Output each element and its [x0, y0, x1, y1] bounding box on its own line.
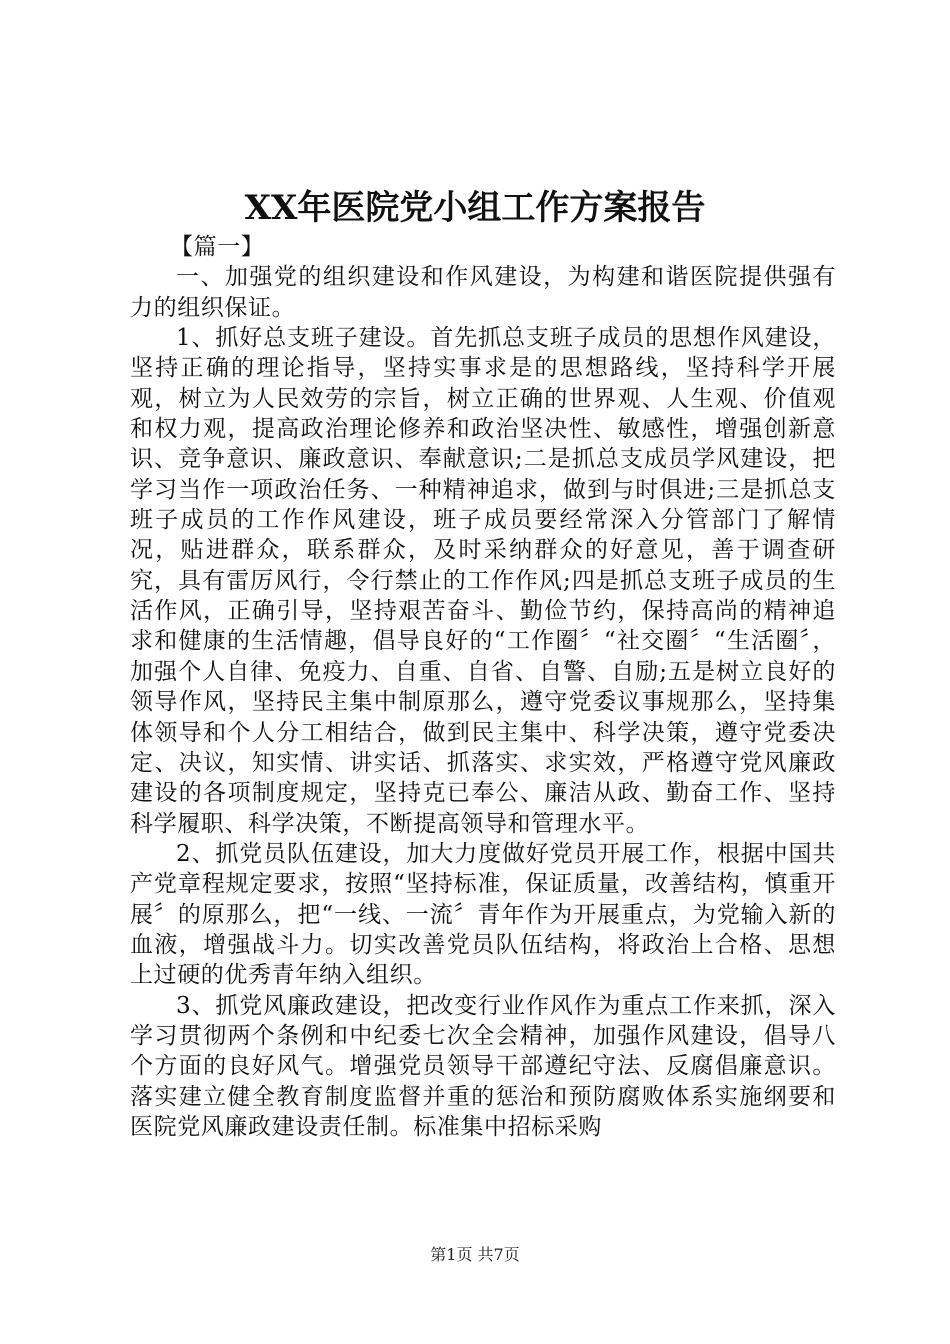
paragraph-1: 一、加强党的组织建设和作风建设，为构建和谐医院提供强有力的组织保证。: [130, 264, 836, 321]
paragraph-3: 2、抓党员队伍建设，加大力度做好党员开展工作，根据中国共产党章程规定要求，按照“坚持标准，保证质量，改善结构，慎重开展〞的原那么，把“一线、一流〞青年作为开展重点，为党输入新的血液，增强战斗力。切实改善党员队伍结构，将政治上合格、思想上过硬的优秀青年纳入组织。: [130, 840, 836, 989]
document-title: XX年医院党小组工作方案报告: [244, 188, 706, 228]
page-footer: 第1页 共7页: [430, 1245, 520, 1264]
paragraph-2: 1、抓好总支班子建设。首先抓总支班子成员的思想作风建设，坚持正确的理论指导，坚持实事求是的思想路线，坚持科学开展观，树立为人民效劳的宗旨，树立正确的世界观、人生观、价值观和权力观，提高政治理论修养和政治坚决性、敏感性，增强创新意识、竞争意识、廉政意识、奉献意识;二是抓总支成员学风建设，把学习当作一项政治任务、一种精神追求，做到与时俱进;三是抓总支班子成员的工作作风建设，班子成员要经常深入分管部门了解情况，贴进群众，联系群众，及时采纳群众的好意见，善于调查研究，具有雷厉风行，令行禁止的工作作风;四是抓总支班子成员的生活作风，正确引导，坚持艰苦奋斗、勤俭节约，保持高尚的精神追求和健康的生活情趣，倡导良好的“工作圈〞“社交圈〞“生活圈〞，加强个人自律、免疫力、自重、自省、自警、自励;五是树立良好的领导作风，坚持民主集中制原那么，遵守党委议事规那么，坚持集体领导和个人分工相结合，做到民主集中、科学决策，遵守党委决定、决议，知实情、讲实话、抓落实、求实效，严格遵守党风廉政建设的各项制度规定，坚持克已奉公、廉洁从政、勤奋工作、坚持科学履职、科学决策，不断提高领导和管理水平。: [130, 325, 836, 837]
section-tag: 【篇一】: [170, 234, 265, 260]
paragraph-4: 3、抓党风廉政建设，把改变行业作风作为重点工作来抓，深入学习贯彻两个条例和中纪委七次全会精神，加强作风建设，倡导八个方面的良好风气。增强党员领导干部遵纪守法、反腐倡廉意识。落实建立健全教育制度监督并重的惩治和预防腐败体系实施纲要和医院党风廉政建设责任制。标准集中招标采购: [130, 992, 836, 1140]
document-body: [130, 232, 836, 1142]
